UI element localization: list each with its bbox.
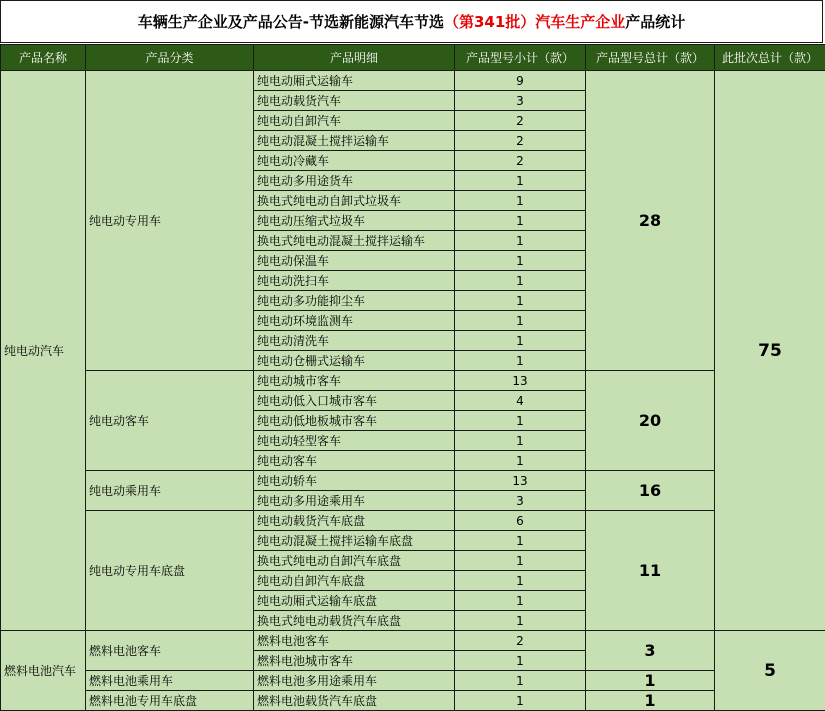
column-header: 产品名称 bbox=[1, 45, 86, 71]
model-subtotal-cell: 1 bbox=[455, 191, 586, 211]
model-subtotal-cell: 1 bbox=[455, 171, 586, 191]
table-row bbox=[1, 691, 825, 711]
title-text-highlight: （第341批）汽车生产企业 bbox=[444, 11, 625, 32]
product-detail-cell: 纯电动城市客车 bbox=[254, 371, 455, 391]
product-name-cell: 纯电动汽车 bbox=[1, 71, 86, 631]
model-subtotal-cell: 1 bbox=[455, 291, 586, 311]
batch-total-cell: 5 bbox=[715, 631, 825, 711]
model-subtotal-cell: 1 bbox=[455, 671, 586, 691]
product-category-cell: 纯电动专用车 bbox=[86, 71, 254, 371]
product-detail-cell: 纯电动环境监测车 bbox=[254, 311, 455, 331]
table-row bbox=[1, 511, 825, 531]
model-subtotal-cell: 1 bbox=[455, 531, 586, 551]
product-detail-cell: 纯电动多功能抑尘车 bbox=[254, 291, 455, 311]
product-detail-cell: 纯电动低入口城市客车 bbox=[254, 391, 455, 411]
product-detail-cell: 纯电动冷藏车 bbox=[254, 151, 455, 171]
model-subtotal-cell: 1 bbox=[455, 571, 586, 591]
model-total-cell: 1 bbox=[586, 691, 715, 711]
model-subtotal-cell: 1 bbox=[455, 331, 586, 351]
model-subtotal-cell: 2 bbox=[455, 151, 586, 171]
product-detail-cell: 换电式纯电动自卸汽车底盘 bbox=[254, 551, 455, 571]
model-subtotal-cell: 1 bbox=[455, 271, 586, 291]
product-detail-cell: 纯电动混凝土搅拌运输车 bbox=[254, 131, 455, 151]
table-row bbox=[1, 371, 825, 391]
product-detail-cell: 纯电动客车 bbox=[254, 451, 455, 471]
product-detail-cell: 纯电动多用途货车 bbox=[254, 171, 455, 191]
model-subtotal-cell: 3 bbox=[455, 491, 586, 511]
column-header: 产品型号总计（款） bbox=[586, 45, 715, 71]
product-detail-cell: 纯电动仓栅式运输车 bbox=[254, 351, 455, 371]
product-detail-cell: 纯电动洗扫车 bbox=[254, 271, 455, 291]
table-row bbox=[1, 671, 825, 691]
product-detail-cell: 纯电动多用途乘用车 bbox=[254, 491, 455, 511]
product-detail-cell: 纯电动低地板城市客车 bbox=[254, 411, 455, 431]
product-category-cell: 燃料电池客车 bbox=[86, 631, 254, 671]
product-name-cell: 燃料电池汽车 bbox=[1, 631, 86, 711]
product-detail-cell: 纯电动厢式运输车底盘 bbox=[254, 591, 455, 611]
model-subtotal-cell: 6 bbox=[455, 511, 586, 531]
model-subtotal-cell: 1 bbox=[455, 231, 586, 251]
model-subtotal-cell: 1 bbox=[455, 311, 586, 331]
product-detail-cell: 换电式纯电动载货汽车底盘 bbox=[254, 611, 455, 631]
product-detail-cell: 纯电动载货汽车底盘 bbox=[254, 511, 455, 531]
product-detail-cell: 燃料电池客车 bbox=[254, 631, 455, 651]
model-total-cell: 16 bbox=[586, 471, 715, 511]
model-total-cell: 28 bbox=[586, 71, 715, 371]
model-subtotal-cell: 4 bbox=[455, 391, 586, 411]
product-detail-cell: 纯电动保温车 bbox=[254, 251, 455, 271]
model-subtotal-cell: 1 bbox=[455, 591, 586, 611]
model-subtotal-cell: 1 bbox=[455, 211, 586, 231]
table-row bbox=[1, 631, 825, 651]
model-subtotal-cell: 1 bbox=[455, 351, 586, 371]
product-detail-cell: 纯电动轻型客车 bbox=[254, 431, 455, 451]
product-detail-cell: 换电式纯电动混凝土搅拌运输车 bbox=[254, 231, 455, 251]
product-category-cell: 纯电动乘用车 bbox=[86, 471, 254, 511]
model-subtotal-cell: 1 bbox=[455, 651, 586, 671]
product-detail-cell: 纯电动自卸汽车 bbox=[254, 111, 455, 131]
model-subtotal-cell: 2 bbox=[455, 631, 586, 651]
model-subtotal-cell: 3 bbox=[455, 91, 586, 111]
column-header: 产品明细 bbox=[254, 45, 455, 71]
model-subtotal-cell: 1 bbox=[455, 551, 586, 571]
product-detail-cell: 纯电动自卸汽车底盘 bbox=[254, 571, 455, 591]
table-body bbox=[1, 71, 825, 711]
model-subtotal-cell: 1 bbox=[455, 451, 586, 471]
product-category-cell: 燃料电池专用车底盘 bbox=[86, 691, 254, 711]
product-detail-cell: 纯电动厢式运输车 bbox=[254, 71, 455, 91]
batch-total-cell: 75 bbox=[715, 71, 825, 631]
model-subtotal-cell: 9 bbox=[455, 71, 586, 91]
product-detail-cell: 燃料电池城市客车 bbox=[254, 651, 455, 671]
model-subtotal-cell: 13 bbox=[455, 471, 586, 491]
column-header: 此批次总计（款） bbox=[715, 45, 825, 71]
product-detail-cell: 换电式纯电动自卸式垃圾车 bbox=[254, 191, 455, 211]
header-row bbox=[1, 45, 825, 71]
column-header: 产品分类 bbox=[86, 45, 254, 71]
product-detail-cell: 纯电动载货汽车 bbox=[254, 91, 455, 111]
model-subtotal-cell: 13 bbox=[455, 371, 586, 391]
model-total-cell: 1 bbox=[586, 671, 715, 691]
model-subtotal-cell: 2 bbox=[455, 131, 586, 151]
product-detail-cell: 纯电动轿车 bbox=[254, 471, 455, 491]
product-detail-cell: 纯电动混凝土搅拌运输车底盘 bbox=[254, 531, 455, 551]
table-row bbox=[1, 471, 825, 491]
product-detail-cell: 燃料电池载货汽车底盘 bbox=[254, 691, 455, 711]
product-detail-cell: 纯电动压缩式垃圾车 bbox=[254, 211, 455, 231]
model-subtotal-cell: 1 bbox=[455, 611, 586, 631]
product-category-cell: 纯电动客车 bbox=[86, 371, 254, 471]
model-subtotal-cell: 2 bbox=[455, 111, 586, 131]
column-header: 产品型号小计（款） bbox=[455, 45, 586, 71]
model-total-cell: 11 bbox=[586, 511, 715, 631]
product-category-cell: 燃料电池乘用车 bbox=[86, 671, 254, 691]
table-row bbox=[1, 71, 825, 91]
title-text-part1: 车辆生产企业及产品公告-节选新能源汽车节选 bbox=[138, 11, 444, 32]
product-detail-cell: 燃料电池多用途乘用车 bbox=[254, 671, 455, 691]
model-total-cell: 20 bbox=[586, 371, 715, 471]
product-statistics-table bbox=[0, 44, 825, 711]
model-subtotal-cell: 1 bbox=[455, 431, 586, 451]
product-detail-cell: 纯电动清洗车 bbox=[254, 331, 455, 351]
model-subtotal-cell: 1 bbox=[455, 691, 586, 711]
model-total-cell: 3 bbox=[586, 631, 715, 671]
page-title bbox=[0, 0, 823, 43]
title-text-part3: 产品统计 bbox=[625, 11, 685, 32]
model-subtotal-cell: 1 bbox=[455, 411, 586, 431]
product-category-cell: 纯电动专用车底盘 bbox=[86, 511, 254, 631]
model-subtotal-cell: 1 bbox=[455, 251, 586, 271]
